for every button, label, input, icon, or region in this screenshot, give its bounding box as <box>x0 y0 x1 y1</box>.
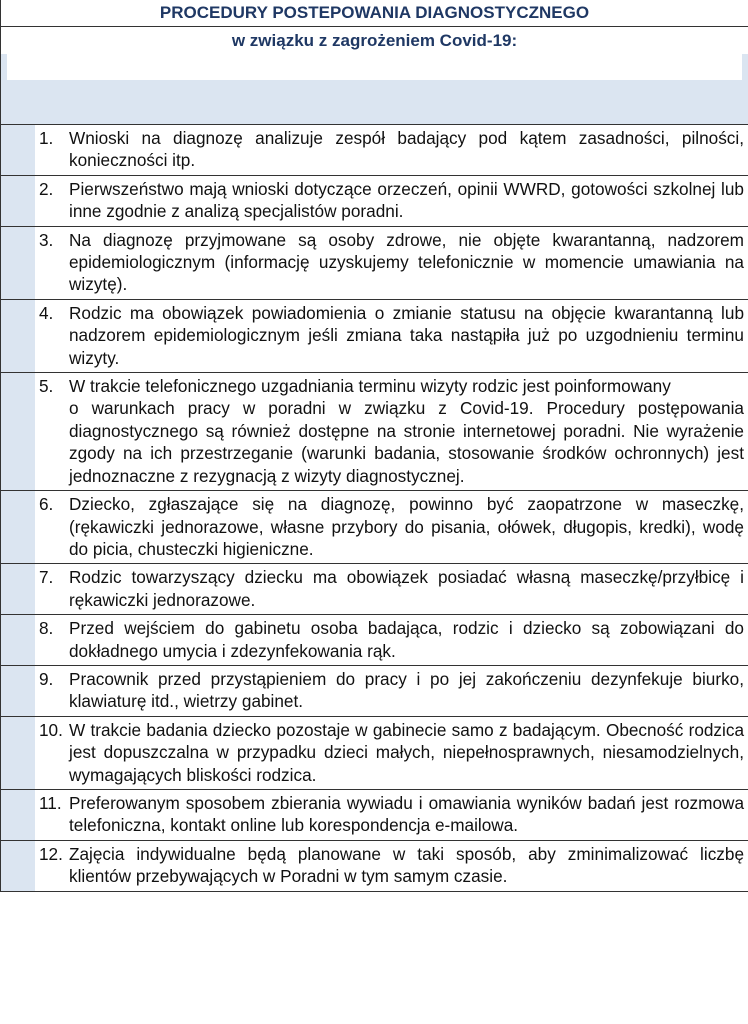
procedure-number: 11. <box>39 792 62 813</box>
procedure-number: 9. <box>39 668 54 689</box>
procedure-number: 10. <box>39 719 63 740</box>
procedure-text <box>69 719 744 786</box>
row-gutter <box>1 227 35 299</box>
procedure-text <box>69 668 744 713</box>
procedure-list <box>0 125 748 892</box>
procedure-text <box>69 493 744 560</box>
row-gutter <box>1 717 35 789</box>
document-subtitle: w związku z zagrożeniem Covid-19: <box>0 27 748 54</box>
procedure-item <box>0 125 748 176</box>
procedure-number: 4. <box>39 302 54 323</box>
row-gutter <box>1 125 35 175</box>
procedure-item <box>0 564 748 615</box>
header-spacer <box>0 54 748 80</box>
procedure-item <box>0 227 748 300</box>
procedure-number: 6. <box>39 494 54 515</box>
row-gutter <box>1 666 35 716</box>
procedure-paragraph: Rodzic towarzyszący dziecku ma obowiązek posiadać własną maseczkę/przyłbicę i rękawiczki jednorazowe. <box>69 567 744 610</box>
procedure-item <box>0 666 748 717</box>
procedure-paragraph: Dziecko, zgłaszające się na diagnozę, powinno być zaopatrzone w maseczkę, (rękawiczki jednorazowe, własne przybory do pisania, ołówek, długopis, kredki), wodę do picia, chusteczki higieniczne. <box>69 494 744 559</box>
row-gutter <box>1 841 35 891</box>
row-gutter <box>1 564 35 614</box>
procedure-paragraph: Przed wejściem do gabinetu osoba badająca, rodzic i dziecko są zobowiązani do dokładnego umycia i zdezynfekowania rąk. <box>69 618 744 661</box>
procedure-paragraph: Rodzic ma obowiązek powiadomienia o zmianie statusu na objęcie kwarantanną lub nadzorem epidemiologicznym jeśli zmiana taka nastąpiła już po uzgodnieniu terminu wizyty. <box>69 302 744 368</box>
procedure-text <box>69 566 744 611</box>
row-gutter <box>1 300 35 372</box>
procedure-item <box>0 841 748 892</box>
procedure-number: 8. <box>39 618 54 639</box>
procedure-item <box>0 790 748 841</box>
procedure-number: 12. <box>39 843 63 864</box>
row-gutter <box>1 176 35 226</box>
procedure-cell <box>35 176 748 226</box>
procedure-cell <box>35 666 748 716</box>
procedure-paragraph: Na diagnozę przyjmowane są osoby zdrowe, nie objęte kwarantanną, nadzorem epidemiologicznym (informację uzyskujemy telefonicznie w momencie umawiania na wizytę). <box>69 229 744 295</box>
procedure-paragraph: o warunkach pracy w poradni w związku z Covid-19. Procedury postępowania diagnostycznego są również dostępne na stronie internetowej poradni. Nie wyrażenie zgody na ich przestrzeganie (warunki badania, stosowanie środków ochronnych) jest jednoznaczne z rezygnacją z wizyty diagnostycznej. <box>69 398 744 486</box>
procedure-paragraph: Pracownik przed przystąpieniem do pracy i po jej zakończeniu dezynfekuje biurko, klawiaturę itd., wietrzy gabinet. <box>69 668 744 712</box>
procedure-item <box>0 615 748 666</box>
procedure-number: 7. <box>39 567 54 588</box>
procedure-number: 3. <box>39 229 54 250</box>
procedure-item <box>0 373 748 491</box>
procedure-item <box>0 176 748 227</box>
procedure-cell <box>35 300 748 372</box>
procedure-cell <box>35 125 748 175</box>
procedure-text <box>69 302 744 369</box>
procedure-text <box>69 127 744 172</box>
procedure-number: 5. <box>39 376 54 397</box>
row-gutter <box>1 491 35 563</box>
procedure-paragraph: W trakcie badania dziecko pozostaje w gabinecie samo z badającym. Obecność rodzica jest dopuszczalna w przypadku dzieci małych, niepełnosprawnych, niesamodzielnych, wymagających bliskości rodzica. <box>69 719 744 785</box>
procedure-text <box>69 843 744 888</box>
procedure-cell <box>35 227 748 299</box>
header-band <box>0 80 748 125</box>
procedure-number: 2. <box>39 178 54 199</box>
procedure-number: 1. <box>39 128 54 148</box>
procedure-item <box>0 300 748 373</box>
procedure-text <box>69 792 744 837</box>
procedure-paragraph: Pierwszeństwo mają wnioski dotyczące orzeczeń, opinii WWRD, gotowości szkolnej lub inne zgodnie z analizą specjalistów poradni. <box>69 178 744 222</box>
procedure-cell <box>35 717 748 789</box>
procedure-paragraph: W trakcie telefonicznego uzgadniania terminu wizyty rodzic jest poinformowany <box>69 376 671 397</box>
procedure-text <box>69 178 744 223</box>
procedure-paragraph: Preferowanym sposobem zbierania wywiadu i omawiania wyników badań jest rozmowa telefoniczna, kontakt online lub korespondencja e-mailowa. <box>69 792 744 836</box>
procedure-paragraph: Wnioski na diagnozę analizuje zespół badający pod kątem zasadności, pilności, konieczności itp. <box>69 128 744 171</box>
procedure-text <box>69 375 744 487</box>
procedure-cell <box>35 373 748 490</box>
procedure-item <box>0 491 748 564</box>
row-gutter <box>1 615 35 665</box>
procedure-cell <box>35 615 748 665</box>
procedure-cell <box>35 564 748 614</box>
row-gutter <box>1 790 35 840</box>
procedure-text <box>69 229 744 296</box>
procedure-cell <box>35 491 748 563</box>
procedure-paragraph: Zajęcia indywidualne będą planowane w taki sposób, aby zminimalizować liczbę klientów przebywających w Poradni w tym samym czasie. <box>69 843 744 887</box>
procedure-cell <box>35 841 748 891</box>
row-gutter <box>1 373 35 490</box>
procedure-cell <box>35 790 748 840</box>
procedure-item <box>0 717 748 790</box>
procedure-text <box>69 617 744 662</box>
document-title: PROCEDURY POSTEPOWANIA DIAGNOSTYCZNEGO <box>0 0 748 27</box>
